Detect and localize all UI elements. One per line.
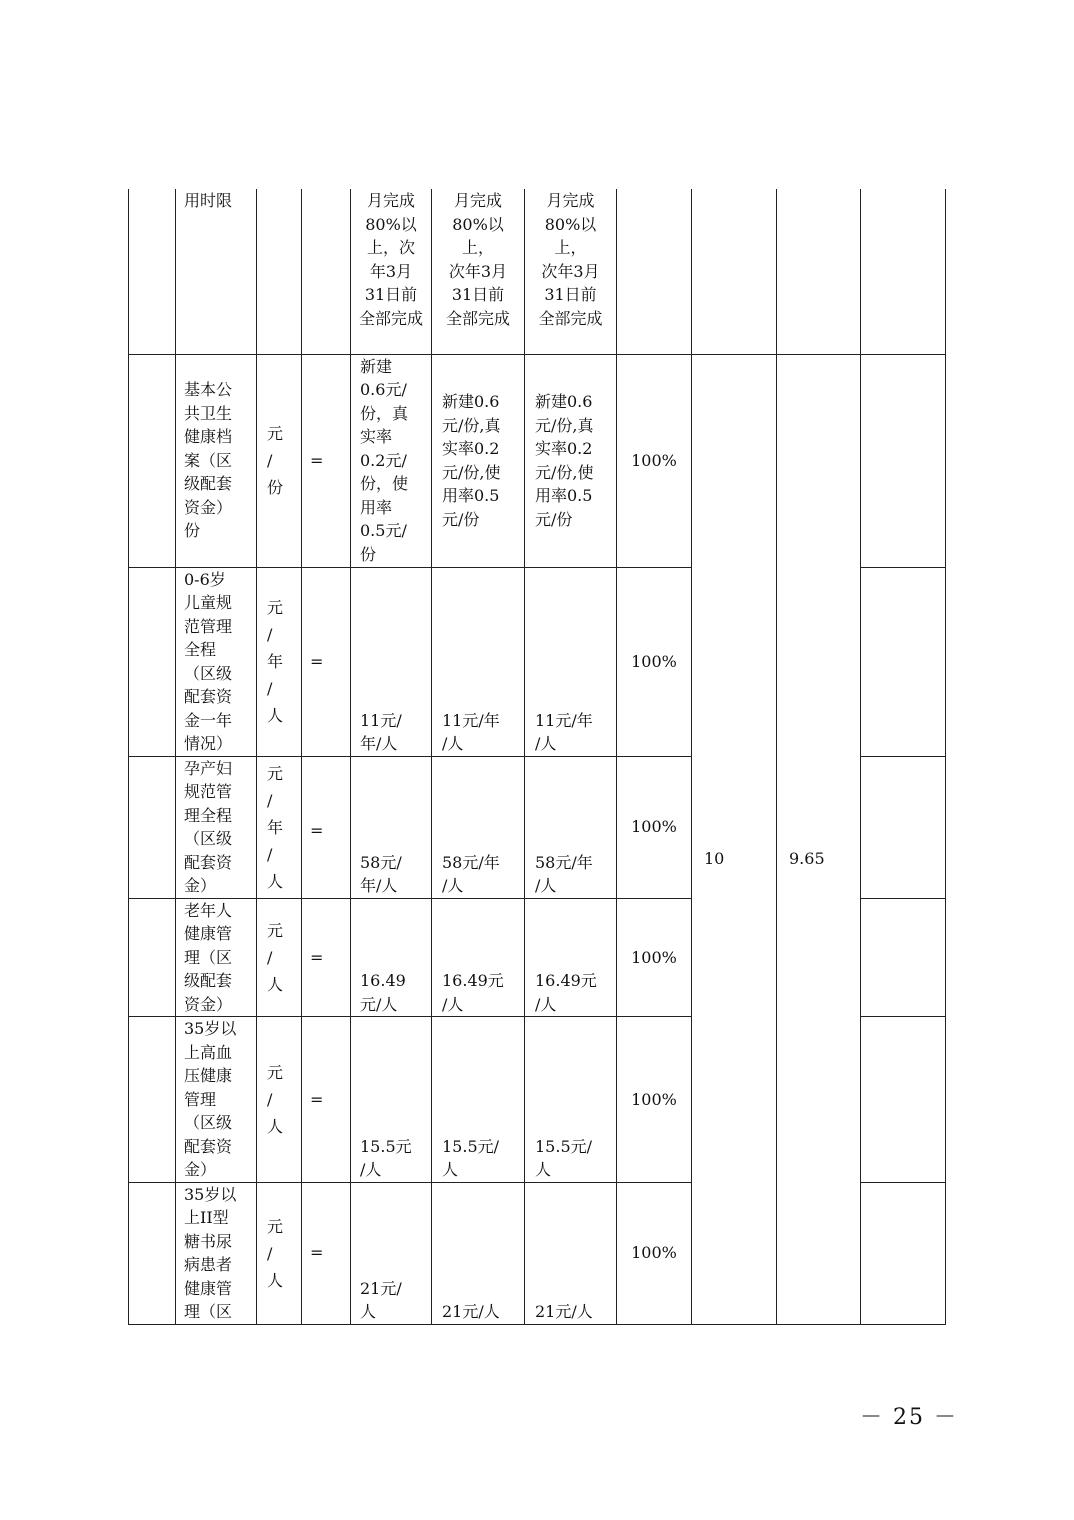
index-cell bbox=[129, 898, 176, 1017]
indicator-name: 孕产妇 规范管 理全程 （区级 配套资 金） bbox=[176, 756, 257, 898]
target-value: 月完成 80%以 上，次 年3月 31日前 全部完成 bbox=[351, 189, 432, 354]
planned-value: 21元/人 bbox=[432, 1182, 525, 1324]
remark-cell bbox=[861, 898, 946, 1017]
index-cell bbox=[129, 1017, 176, 1183]
actual-value: 58元/年 /人 bbox=[525, 756, 617, 898]
indicator-name: 35岁以 上高血 压健康 管理 （区级 配套资 金） bbox=[176, 1017, 257, 1183]
completion-rate: 100% bbox=[617, 1017, 692, 1183]
symbol-cell: = bbox=[302, 756, 351, 898]
remark-cell bbox=[861, 354, 946, 567]
indicator-name: 用时限 bbox=[176, 189, 257, 354]
completion-rate: 100% bbox=[617, 898, 692, 1017]
indicator-name: 0-6岁 儿童规 范管理 全程 （区级 配套资 金一年 情况） bbox=[176, 567, 257, 756]
completion-rate: 100% bbox=[617, 354, 692, 567]
target-value: 15.5元 /人 bbox=[351, 1017, 432, 1183]
target-value: 新建 0.6元/ 份，真 实率 0.2元/ 份，使 用率 0.5元/ 份 bbox=[351, 354, 432, 567]
symbol-cell: = bbox=[302, 898, 351, 1017]
weight-cell bbox=[692, 189, 777, 354]
planned-value: 58元/年 /人 bbox=[432, 756, 525, 898]
symbol-cell: = bbox=[302, 354, 351, 567]
index-cell bbox=[129, 567, 176, 756]
page-number: － 25 － bbox=[860, 1405, 958, 1430]
actual-value: 新建0.6 元/份,真 实率0.2 元/份,使 用率0.5 元/份 bbox=[525, 354, 617, 567]
target-value: 16.49 元/人 bbox=[351, 898, 432, 1017]
remark-cell bbox=[861, 189, 946, 354]
score-cell bbox=[777, 189, 861, 354]
target-value: 21元/ 人 bbox=[351, 1182, 432, 1324]
planned-value: 月完成 80%以上， 次年3月 31日前 全部完成 bbox=[432, 189, 525, 354]
performance-table bbox=[128, 189, 946, 1325]
unit-cell: 元 / 人 bbox=[257, 898, 302, 1017]
remark-cell bbox=[861, 1182, 946, 1324]
weight-cell: 10 bbox=[692, 354, 777, 1324]
unit-cell: 元 / 年 / 人 bbox=[257, 567, 302, 756]
index-cell bbox=[129, 189, 176, 354]
unit-cell: 元 / 人 bbox=[257, 1182, 302, 1324]
completion-rate: 100% bbox=[617, 1182, 692, 1324]
completion-rate bbox=[617, 189, 692, 354]
completion-rate: 100% bbox=[617, 567, 692, 756]
unit-cell bbox=[257, 189, 302, 354]
remark-cell bbox=[861, 1017, 946, 1183]
actual-value: 11元/年 /人 bbox=[525, 567, 617, 756]
score-cell: 9.65 bbox=[777, 354, 861, 1324]
actual-value: 15.5元/ 人 bbox=[525, 1017, 617, 1183]
remark-cell bbox=[861, 756, 946, 898]
symbol-cell: = bbox=[302, 1017, 351, 1183]
planned-value: 新建0.6 元/份,真 实率0.2 元/份,使 用率0.5 元/份 bbox=[432, 354, 525, 567]
indicator-name: 35岁以 上II型 糖书尿 病患者 健康管 理（区 bbox=[176, 1182, 257, 1324]
index-cell bbox=[129, 1182, 176, 1324]
actual-value: 21元/人 bbox=[525, 1182, 617, 1324]
unit-cell: 元 / 份 bbox=[257, 354, 302, 567]
symbol-cell: = bbox=[302, 1182, 351, 1324]
symbol-cell: = bbox=[302, 567, 351, 756]
actual-value: 16.49元 /人 bbox=[525, 898, 617, 1017]
target-value: 11元/ 年/人 bbox=[351, 567, 432, 756]
indicator-name: 老年人 健康管 理（区 级配套 资金） bbox=[176, 898, 257, 1017]
actual-value: 月完成 80%以上， 次年3月 31日前 全部完成 bbox=[525, 189, 617, 354]
planned-value: 16.49元 /人 bbox=[432, 898, 525, 1017]
table-row bbox=[129, 354, 946, 567]
planned-value: 15.5元/ 人 bbox=[432, 1017, 525, 1183]
target-value: 58元/ 年/人 bbox=[351, 756, 432, 898]
index-cell bbox=[129, 354, 176, 567]
unit-cell: 元 / 年 / 人 bbox=[257, 756, 302, 898]
completion-rate: 100% bbox=[617, 756, 692, 898]
indicator-name: 基本公 共卫生 健康档 案（区 级配套 资金） 份 bbox=[176, 354, 257, 567]
unit-cell: 元 / 人 bbox=[257, 1017, 302, 1183]
planned-value: 11元/年 /人 bbox=[432, 567, 525, 756]
index-cell bbox=[129, 756, 176, 898]
remark-cell bbox=[861, 567, 946, 756]
symbol-cell bbox=[302, 189, 351, 354]
table-row bbox=[129, 189, 946, 354]
